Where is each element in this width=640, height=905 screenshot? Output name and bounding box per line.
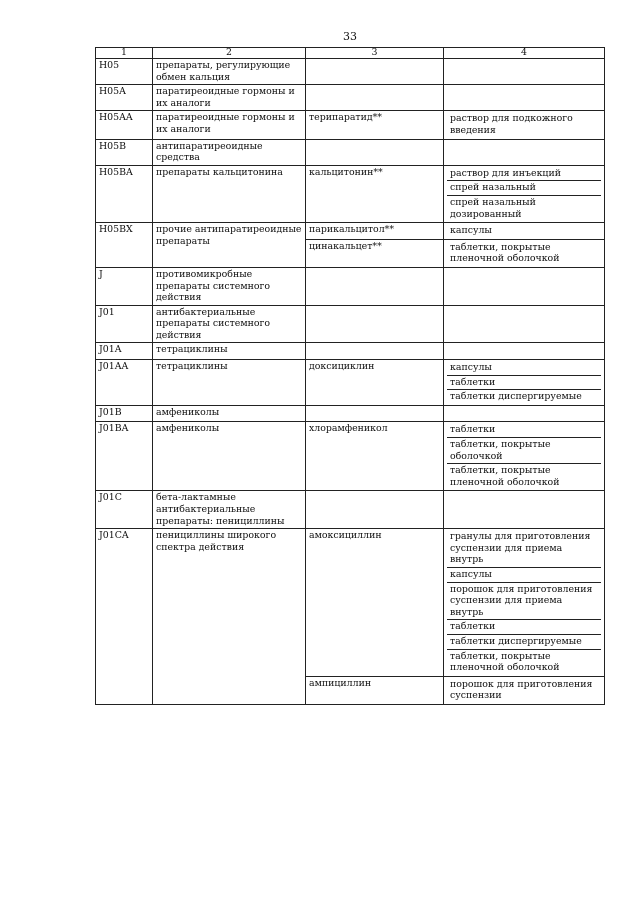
group-name-cell: противомикробные препараты системного действия [153,267,306,305]
atc-code-cell: J01BA [96,422,153,491]
drug-name-cell [306,305,444,343]
drug-registry-table [95,47,605,705]
dosage-form-item: таблетки, покрытые пленочной оболочкой [450,650,560,674]
dosage-form-item: таблетки диспергируемые [450,391,582,403]
column-header-3: 3 [306,48,444,59]
drug-name-cell: доксициклин [306,360,444,406]
drug-name-cell [306,267,444,305]
drug-name-cell [306,85,444,111]
drug-name-cell [306,59,444,85]
drug-name-cell: цинакальцет** [306,239,444,267]
table-row [96,343,605,360]
group-name-cell: антибактериальные препараты системного действия [153,305,306,343]
column-header-4: 4 [444,48,605,59]
table-row [96,267,605,305]
atc-code-cell: J01CA [96,529,153,705]
table-row [96,529,605,677]
dosage-form-item: раствор для подкожного введения [450,113,573,136]
column-header-1: 1 [96,48,153,59]
dosage-form-item [447,86,601,100]
dosage-form-item: таблетки, покрытые пленочной оболочкой [450,241,560,265]
atc-code-cell: J01 [96,305,153,343]
dosage-forms-cell [444,676,605,704]
drug-name-cell: ампициллин [306,676,444,704]
atc-code-cell: J01A [96,343,153,360]
table-row [96,405,605,422]
dosage-form-item: таблетки, покрытые оболочкой [447,438,601,464]
drug-name-cell [306,343,444,360]
drug-name-cell [306,491,444,529]
dosage-forms-cell [444,422,605,491]
dosage-forms-cell [444,360,605,406]
dosage-forms-cell [444,111,605,139]
table-header-row [96,48,605,59]
dosage-form-item [447,141,601,155]
group-name-cell: препараты, регулирующие обмен кальция [153,59,306,85]
dosage-form-item [447,269,601,283]
dosage-forms-cell [444,529,605,677]
dosage-forms-cell [444,305,605,343]
group-name-cell: тетрациклины [153,343,306,360]
dosage-form-item: таблетки [447,376,601,391]
page-number: 33 [343,30,357,43]
table-row [96,85,605,111]
dosage-form-item [447,307,601,321]
table-row [96,491,605,529]
drug-name-cell: кальцитонин** [306,165,444,222]
atc-code-cell: H05 [96,59,153,85]
dosage-form-item [447,407,601,421]
dosage-forms-cell [444,267,605,305]
dosage-form-item: таблетки [447,423,601,438]
dosage-form-item: таблетки [447,620,601,635]
drug-name-cell: амоксициллин [306,529,444,677]
dosage-form-item [447,492,601,506]
dosage-forms-cell [444,405,605,422]
drug-name-cell: терипаратид** [306,111,444,139]
table-row [96,360,605,406]
drug-name-cell: хлорамфеникол [306,422,444,491]
dosage-forms-cell [444,223,605,240]
drug-name-cell: парикальцитол** [306,223,444,240]
dosage-form-item: порошок для приготовления суспензии [450,678,593,702]
dosage-forms-cell [444,165,605,222]
table-row [96,59,605,85]
group-name-cell: тетрациклины [153,360,306,406]
dosage-form-item: капсулы [450,225,492,237]
group-name-cell: антипаратиреоидные средства [153,139,306,165]
dosage-forms-cell [444,239,605,267]
group-name-cell: пенициллины широкого спектра действия [153,529,306,705]
table-row [96,223,605,240]
dosage-forms-cell [444,85,605,111]
dosage-form-item: гранулы для приготовления суспензии для приема внутрь [447,530,601,568]
atc-code-cell: H05A [96,85,153,111]
table-row [96,111,605,139]
dosage-form-item [447,344,601,358]
group-name-cell: паратиреоидные гормоны и их аналоги [153,111,306,139]
dosage-form-item [447,60,601,74]
group-name-cell: амфениколы [153,405,306,422]
group-name-cell: амфениколы [153,422,306,491]
dosage-forms-cell [444,491,605,529]
dosage-form-item: раствор для инъекций [447,167,601,182]
table-row [96,139,605,165]
dosage-form-item: спрей назальный дозированный [450,196,536,220]
group-name-cell: препараты кальцитонина [153,165,306,222]
dosage-forms-cell [444,139,605,165]
dosage-form-item: спрей назальный [447,181,601,196]
dosage-form-item: таблетки диспергируемые [447,635,601,650]
group-name-cell: паратиреоидные гормоны и их аналоги [153,85,306,111]
atc-code-cell: H05AA [96,111,153,139]
drug-name-cell [306,405,444,422]
table-row [96,305,605,343]
atc-code-cell: H05BX [96,223,153,268]
group-name-cell: прочие антипаратиреоидные препараты [153,223,306,268]
table-row [96,422,605,491]
table-row [96,165,605,222]
atc-code-cell: H05BA [96,165,153,222]
column-header-2: 2 [153,48,306,59]
dosage-form-item: таблетки, покрытые пленочной оболочкой [450,465,560,488]
group-name-cell: бета-лактамные антибактериальные препараты: пенициллины [153,491,306,529]
table-body [96,59,605,705]
atc-code-cell: H05B [96,139,153,165]
atc-code-cell: J01B [96,405,153,422]
dosage-forms-cell [444,59,605,85]
atc-code-cell: J01C [96,491,153,529]
atc-code-cell: J [96,267,153,305]
dosage-form-item: капсулы [447,361,601,376]
dosage-form-item: капсулы [447,568,601,583]
dosage-forms-cell [444,343,605,360]
atc-code-cell: J01AA [96,360,153,406]
drug-name-cell [306,139,444,165]
dosage-form-item: порошок для приготовления суспензии для приема внутрь [447,583,601,621]
